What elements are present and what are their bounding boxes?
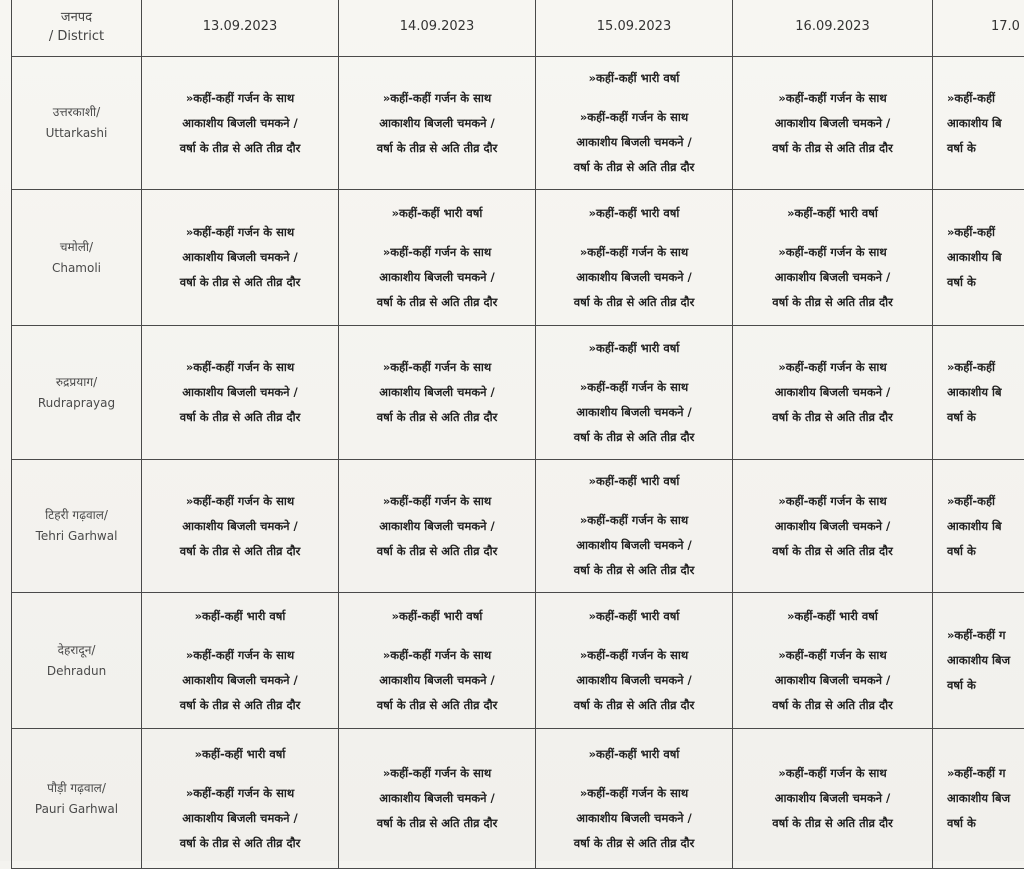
forecast-cell: [339, 460, 536, 593]
thunderstorm-warning-line: वर्षा के तीव्र से अति तीव्र दौर: [146, 539, 334, 564]
thunderstorm-warning-line: आकाशीय बिजली चमकने /: [343, 668, 531, 693]
forecast-cell: [536, 593, 733, 729]
thunderstorm-warning-line: वर्षा के तीव्र से अति तीव्र दौर: [737, 405, 928, 430]
heavy-rain-warning: »कहीं-कहीं भारी वर्षा: [343, 604, 531, 629]
heavy-rain-warning: »कहीं-कहीं भारी वर्षा: [737, 604, 928, 629]
thunderstorm-warning-line: वर्षा के तीव्र से अति तीव्र दौर: [540, 290, 728, 315]
thunderstorm-warning-line: वर्षा के तीव्र से अति तीव्र दौर: [343, 811, 531, 836]
date-header: 15.09.2023: [536, 0, 733, 57]
thunderstorm-warning-line: आकाशीय बिजली चमकने /: [343, 265, 531, 290]
thunderstorm-warning-line: »कहीं-कहीं: [947, 355, 1024, 380]
forecast-cell: [339, 729, 536, 869]
thunderstorm-warning-line: »कहीं-कहीं गर्जन के साथ: [737, 355, 928, 380]
thunderstorm-warning-line: आकाशीय बिजली चमकने /: [146, 245, 334, 270]
thunderstorm-warning-line: »कहीं-कहीं गर्जन के साथ: [343, 240, 531, 265]
forecast-cell: [733, 460, 933, 593]
thunderstorm-warning-line: आकाशीय बिजली चमकने /: [146, 668, 334, 693]
line-gap: [540, 361, 728, 375]
thunderstorm-warning-line: आकाशीय बिजली चमकने /: [737, 380, 928, 405]
heavy-rain-warning: »कहीं-कहीं भारी वर्षा: [540, 66, 728, 91]
thunderstorm-warning-line: वर्षा के तीव्र से अति तीव्र दौर: [343, 405, 531, 430]
district-name-cell: [12, 460, 142, 593]
thunderstorm-warning-line: »कहीं-कहीं गर्जन के साथ: [146, 781, 334, 806]
thunderstorm-warning-line: वर्षा के तीव्र से अति तीव्र दौर: [540, 693, 728, 718]
forecast-cell: [142, 326, 339, 460]
thunderstorm-warning-line: आकाशीय बिजली चमकने /: [540, 668, 728, 693]
table-row: [12, 460, 1024, 593]
forecast-cell: [142, 190, 339, 326]
thunderstorm-warning-line: »कहीं-कहीं गर्जन के साथ: [737, 489, 928, 514]
forecast-cell: [536, 326, 733, 460]
line-gap: [540, 91, 728, 105]
forecast-cell: [339, 326, 536, 460]
thunderstorm-warning-line: आकाशीय बिज: [947, 786, 1024, 811]
thunderstorm-warning-line: आकाशीय बिजली चमकने /: [737, 668, 928, 693]
forecast-cell: [933, 57, 1024, 190]
district-name-english: Dehradun: [16, 661, 137, 682]
thunderstorm-warning-line: आकाशीय बिजली चमकने /: [540, 533, 728, 558]
heavy-rain-warning: »कहीं-कहीं भारी वर्षा: [540, 742, 728, 767]
thunderstorm-warning-line: वर्षा के तीव्र से अति तीव्र दौर: [540, 155, 728, 180]
thunderstorm-warning-line: »कहीं-कहीं गर्जन के साथ: [540, 375, 728, 400]
line-gap: [146, 767, 334, 781]
thunderstorm-warning-line: आकाशीय बिजली चमकने /: [146, 111, 334, 136]
thunderstorm-warning-line: आकाशीय बिजली चमकने /: [540, 130, 728, 155]
forecast-cell: [933, 326, 1024, 460]
thunderstorm-warning-line: आकाशीय बिजली चमकने /: [146, 514, 334, 539]
thunderstorm-warning-line: आकाशीय बिजली चमकने /: [146, 380, 334, 405]
thunderstorm-warning-line: वर्षा के तीव्र से अति तीव्र दौर: [146, 693, 334, 718]
thunderstorm-warning-line: आकाशीय बिजली चमकने /: [737, 265, 928, 290]
thunderstorm-warning-line: »कहीं-कहीं गर्जन के साथ: [540, 508, 728, 533]
thunderstorm-warning-line: वर्षा के तीव्र से अति तीव्र दौर: [540, 558, 728, 583]
thunderstorm-warning-line: आकाशीय बिजली चमकने /: [737, 786, 928, 811]
thunderstorm-warning-line: »कहीं-कहीं: [947, 220, 1024, 245]
forecast-cell: [536, 460, 733, 593]
district-name-english: Rudraprayag: [16, 393, 137, 414]
thunderstorm-warning-line: आकाशीय बिजली चमकने /: [343, 786, 531, 811]
thunderstorm-warning-line: »कहीं-कहीं गर्जन के साथ: [540, 781, 728, 806]
thunderstorm-warning-line: वर्षा के तीव्र से अति तीव्र दौर: [737, 811, 928, 836]
district-name-english: Chamoli: [16, 258, 137, 279]
forecast-cell: [733, 57, 933, 190]
forecast-cell: [536, 190, 733, 326]
district-name-cell: [12, 57, 142, 190]
heavy-rain-warning: »कहीं-कहीं भारी वर्षा: [737, 201, 928, 226]
district-header-hindi: जनपद: [16, 8, 137, 27]
line-gap: [540, 494, 728, 508]
forecast-cell: [733, 326, 933, 460]
thunderstorm-warning-line: आकाशीय बिजली चमकने /: [540, 400, 728, 425]
thunderstorm-warning-line: »कहीं-कहीं गर्जन के साथ: [737, 86, 928, 111]
thunderstorm-warning-line: वर्षा के तीव्र से अति तीव्र दौर: [146, 136, 334, 161]
thunderstorm-warning-line: आकाशीय बिजली चमकने /: [737, 111, 928, 136]
thunderstorm-warning-line: वर्षा के: [947, 811, 1024, 836]
district-header-english: / District: [16, 27, 137, 46]
heavy-rain-warning: »कहीं-कहीं भारी वर्षा: [146, 742, 334, 767]
thunderstorm-warning-line: वर्षा के तीव्र से अति तीव्र दौर: [343, 539, 531, 564]
date-header: 14.09.2023: [339, 0, 536, 57]
thunderstorm-warning-line: »कहीं-कहीं गर्जन के साथ: [343, 643, 531, 668]
forecast-cell: [536, 729, 733, 869]
district-column-header: [12, 0, 142, 57]
thunderstorm-warning-line: आकाशीय बिजली चमकने /: [540, 265, 728, 290]
thunderstorm-warning-line: वर्षा के तीव्र से अति तीव्र दौर: [146, 405, 334, 430]
thunderstorm-warning-line: वर्षा के: [947, 270, 1024, 295]
district-name-hindi: रुद्रप्रयाग/: [16, 372, 137, 393]
thunderstorm-warning-line: »कहीं-कहीं गर्जन के साथ: [343, 761, 531, 786]
thunderstorm-warning-line: »कहीं-कहीं ग: [947, 623, 1024, 648]
thunderstorm-warning-line: »कहीं-कहीं गर्जन के साथ: [343, 489, 531, 514]
district-name-hindi: उत्तरकाशी/: [16, 102, 137, 123]
thunderstorm-warning-line: वर्षा के तीव्र से अति तीव्र दौर: [737, 136, 928, 161]
date-header: 13.09.2023: [142, 0, 339, 57]
heavy-rain-warning: »कहीं-कहीं भारी वर्षा: [540, 336, 728, 361]
thunderstorm-warning-line: »कहीं-कहीं गर्जन के साथ: [540, 105, 728, 130]
forecast-cell: [339, 593, 536, 729]
thunderstorm-warning-line: वर्षा के तीव्र से अति तीव्र दौर: [540, 831, 728, 856]
forecast-cell: [339, 190, 536, 326]
table-row: [12, 326, 1024, 460]
thunderstorm-warning-line: वर्षा के तीव्र से अति तीव्र दौर: [737, 693, 928, 718]
forecast-cell: [339, 57, 536, 190]
thunderstorm-warning-line: »कहीं-कहीं गर्जन के साथ: [146, 489, 334, 514]
thunderstorm-warning-line: »कहीं-कहीं: [947, 86, 1024, 111]
line-gap: [737, 226, 928, 240]
table-row: [12, 593, 1024, 729]
forecast-cell: [142, 729, 339, 869]
thunderstorm-warning-line: »कहीं-कहीं गर्जन के साथ: [737, 643, 928, 668]
thunderstorm-warning-line: वर्षा के तीव्र से अति तीव्र दौर: [146, 270, 334, 295]
thunderstorm-warning-line: वर्षा के: [947, 136, 1024, 161]
forecast-cell: [733, 729, 933, 869]
thunderstorm-warning-line: आकाशीय बिजली चमकने /: [343, 380, 531, 405]
thunderstorm-warning-line: वर्षा के: [947, 405, 1024, 430]
thunderstorm-warning-line: आकाशीय बिजली चमकने /: [540, 806, 728, 831]
forecast-table-body: [12, 57, 1024, 869]
thunderstorm-warning-line: वर्षा के तीव्र से अति तीव्र दौर: [146, 831, 334, 856]
heavy-rain-warning: »कहीं-कहीं भारी वर्षा: [146, 604, 334, 629]
table-row: [12, 57, 1024, 190]
heavy-rain-warning: »कहीं-कहीं भारी वर्षा: [540, 201, 728, 226]
forecast-cell: [142, 57, 339, 190]
forecast-cell: [933, 593, 1024, 729]
thunderstorm-warning-line: »कहीं-कहीं गर्जन के साथ: [540, 240, 728, 265]
district-name-hindi: पौड़ी गढ़वाल/: [16, 778, 137, 799]
thunderstorm-warning-line: »कहीं-कहीं गर्जन के साथ: [146, 86, 334, 111]
thunderstorm-warning-line: वर्षा के: [947, 539, 1024, 564]
district-name-hindi: चमोली/: [16, 237, 137, 258]
heavy-rain-warning: »कहीं-कहीं भारी वर्षा: [343, 201, 531, 226]
thunderstorm-warning-line: आकाशीय बि: [947, 111, 1024, 136]
thunderstorm-warning-line: »कहीं-कहीं गर्जन के साथ: [540, 643, 728, 668]
heavy-rain-warning: »कहीं-कहीं भारी वर्षा: [540, 469, 728, 494]
date-header: 16.09.2023: [733, 0, 933, 57]
line-gap: [343, 629, 531, 643]
thunderstorm-warning-line: वर्षा के तीव्र से अति तीव्र दौर: [540, 425, 728, 450]
district-name-cell: [12, 326, 142, 460]
thunderstorm-warning-line: वर्षा के तीव्र से अति तीव्र दौर: [343, 136, 531, 161]
thunderstorm-warning-line: वर्षा के तीव्र से अति तीव्र दौर: [737, 290, 928, 315]
thunderstorm-warning-line: आकाशीय बि: [947, 514, 1024, 539]
thunderstorm-warning-line: »कहीं-कहीं: [947, 489, 1024, 514]
thunderstorm-warning-line: वर्षा के तीव्र से अति तीव्र दौर: [343, 290, 531, 315]
forecast-cell: [933, 460, 1024, 593]
forecast-cell: [536, 57, 733, 190]
thunderstorm-warning-line: आकाशीय बिजली चमकने /: [343, 111, 531, 136]
line-gap: [737, 629, 928, 643]
forecast-cell: [933, 729, 1024, 869]
line-gap: [540, 226, 728, 240]
district-name-cell: [12, 593, 142, 729]
line-gap: [540, 629, 728, 643]
district-name-cell: [12, 190, 142, 326]
thunderstorm-warning-line: आकाशीय बि: [947, 380, 1024, 405]
thunderstorm-warning-line: वर्षा के तीव्र से अति तीव्र दौर: [737, 539, 928, 564]
date-header: 17.0: [933, 0, 1024, 57]
header-row: [12, 0, 1024, 57]
forecast-table: [11, 0, 1024, 869]
thunderstorm-warning-line: आकाशीय बिज: [947, 648, 1024, 673]
forecast-cell: [733, 190, 933, 326]
thunderstorm-warning-line: वर्षा के: [947, 673, 1024, 698]
thunderstorm-warning-line: »कहीं-कहीं गर्जन के साथ: [146, 220, 334, 245]
forecast-cell: [142, 460, 339, 593]
thunderstorm-warning-line: आकाशीय बिजली चमकने /: [343, 514, 531, 539]
line-gap: [146, 629, 334, 643]
district-name-english: Tehri Garhwal: [16, 526, 137, 547]
district-name-english: Uttarkashi: [16, 123, 137, 144]
district-name-english: Pauri Garhwal: [16, 799, 137, 820]
heavy-rain-warning: »कहीं-कहीं भारी वर्षा: [540, 604, 728, 629]
forecast-cell: [733, 593, 933, 729]
line-gap: [540, 767, 728, 781]
line-gap: [343, 226, 531, 240]
thunderstorm-warning-line: »कहीं-कहीं गर्जन के साथ: [737, 761, 928, 786]
district-name-cell: [12, 729, 142, 869]
table-row: [12, 190, 1024, 326]
thunderstorm-warning-line: »कहीं-कहीं गर्जन के साथ: [146, 355, 334, 380]
thunderstorm-warning-line: »कहीं-कहीं गर्जन के साथ: [343, 86, 531, 111]
thunderstorm-warning-line: »कहीं-कहीं ग: [947, 761, 1024, 786]
district-name-hindi: टिहरी गढ़वाल/: [16, 505, 137, 526]
thunderstorm-warning-line: आकाशीय बि: [947, 245, 1024, 270]
thunderstorm-warning-line: »कहीं-कहीं गर्जन के साथ: [146, 643, 334, 668]
district-name-hindi: देहरादून/: [16, 640, 137, 661]
thunderstorm-warning-line: आकाशीय बिजली चमकने /: [146, 806, 334, 831]
thunderstorm-warning-line: »कहीं-कहीं गर्जन के साथ: [343, 355, 531, 380]
thunderstorm-warning-line: »कहीं-कहीं गर्जन के साथ: [737, 240, 928, 265]
thunderstorm-warning-line: आकाशीय बिजली चमकने /: [737, 514, 928, 539]
forecast-cell: [933, 190, 1024, 326]
table-row: [12, 729, 1024, 869]
thunderstorm-warning-line: वर्षा के तीव्र से अति तीव्र दौर: [343, 693, 531, 718]
forecast-cell: [142, 593, 339, 729]
